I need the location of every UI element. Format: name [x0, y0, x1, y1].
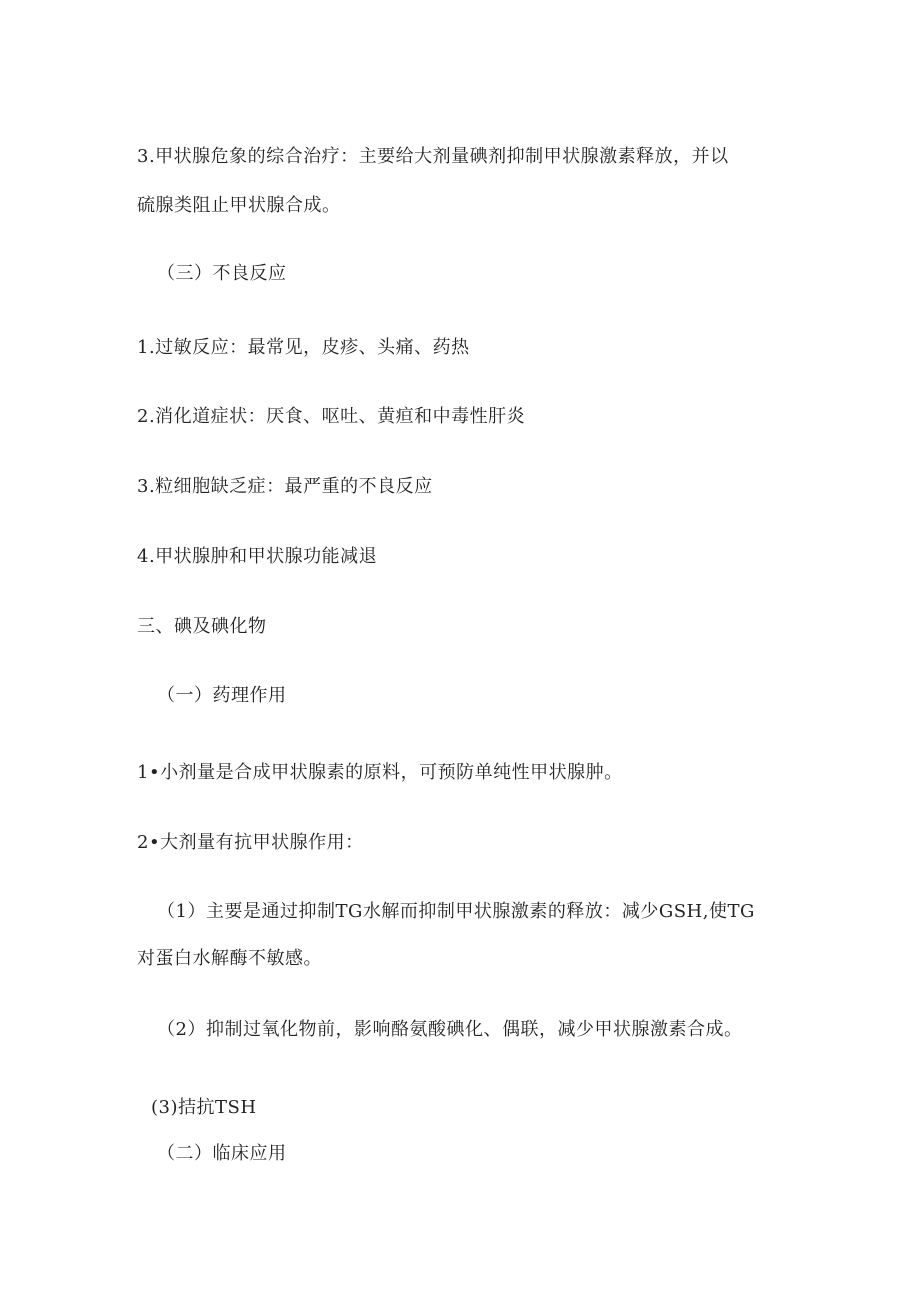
section-heading: 三、碘及碘化物 [137, 616, 267, 637]
paragraph-line: （2）抑制过氧化物前，影响酪氨酸碘化、偶联，减少甲状腺激素合成。 [157, 1019, 743, 1040]
paragraph-line: 对蛋白水解酶不敏感。 [137, 948, 322, 969]
subsection-heading: （二）临床应用 [157, 1143, 287, 1164]
paragraph-line: （1）主要是通过抑制TG水解而抑制甲状腺激素的释放：减少GSH,使TG [157, 901, 755, 922]
subsection-heading: （三）不良反应 [157, 263, 287, 284]
list-item: 3.粒细胞缺乏症：最严重的不良反应 [137, 476, 433, 497]
list-item: 2.消化道症状：厌食、呕吐、黄疸和中毒性肝炎 [137, 406, 526, 427]
paragraph-line: (3)拮抗TSH [151, 1097, 257, 1118]
list-item: 2•大剂量有抗甲状腺作用： [137, 832, 364, 853]
paragraph-line: 硫腺类阻止甲状腺合成。 [137, 195, 341, 216]
list-item: 1•小剂量是合成甲状腺素的原料，可预防单纯性甲状腺肿。 [137, 762, 623, 783]
subsection-heading: （一）药理作用 [157, 685, 287, 706]
list-item: 4.甲状腺肿和甲状腺功能减退 [137, 546, 378, 567]
list-item: 1.过敏反应：最常见，皮疹、头痛、药热 [137, 337, 470, 358]
paragraph-line: 3.甲状腺危象的综合治疗：主要给大剂量碘剂抑制甲状腺激素释放，并以 [137, 146, 729, 167]
